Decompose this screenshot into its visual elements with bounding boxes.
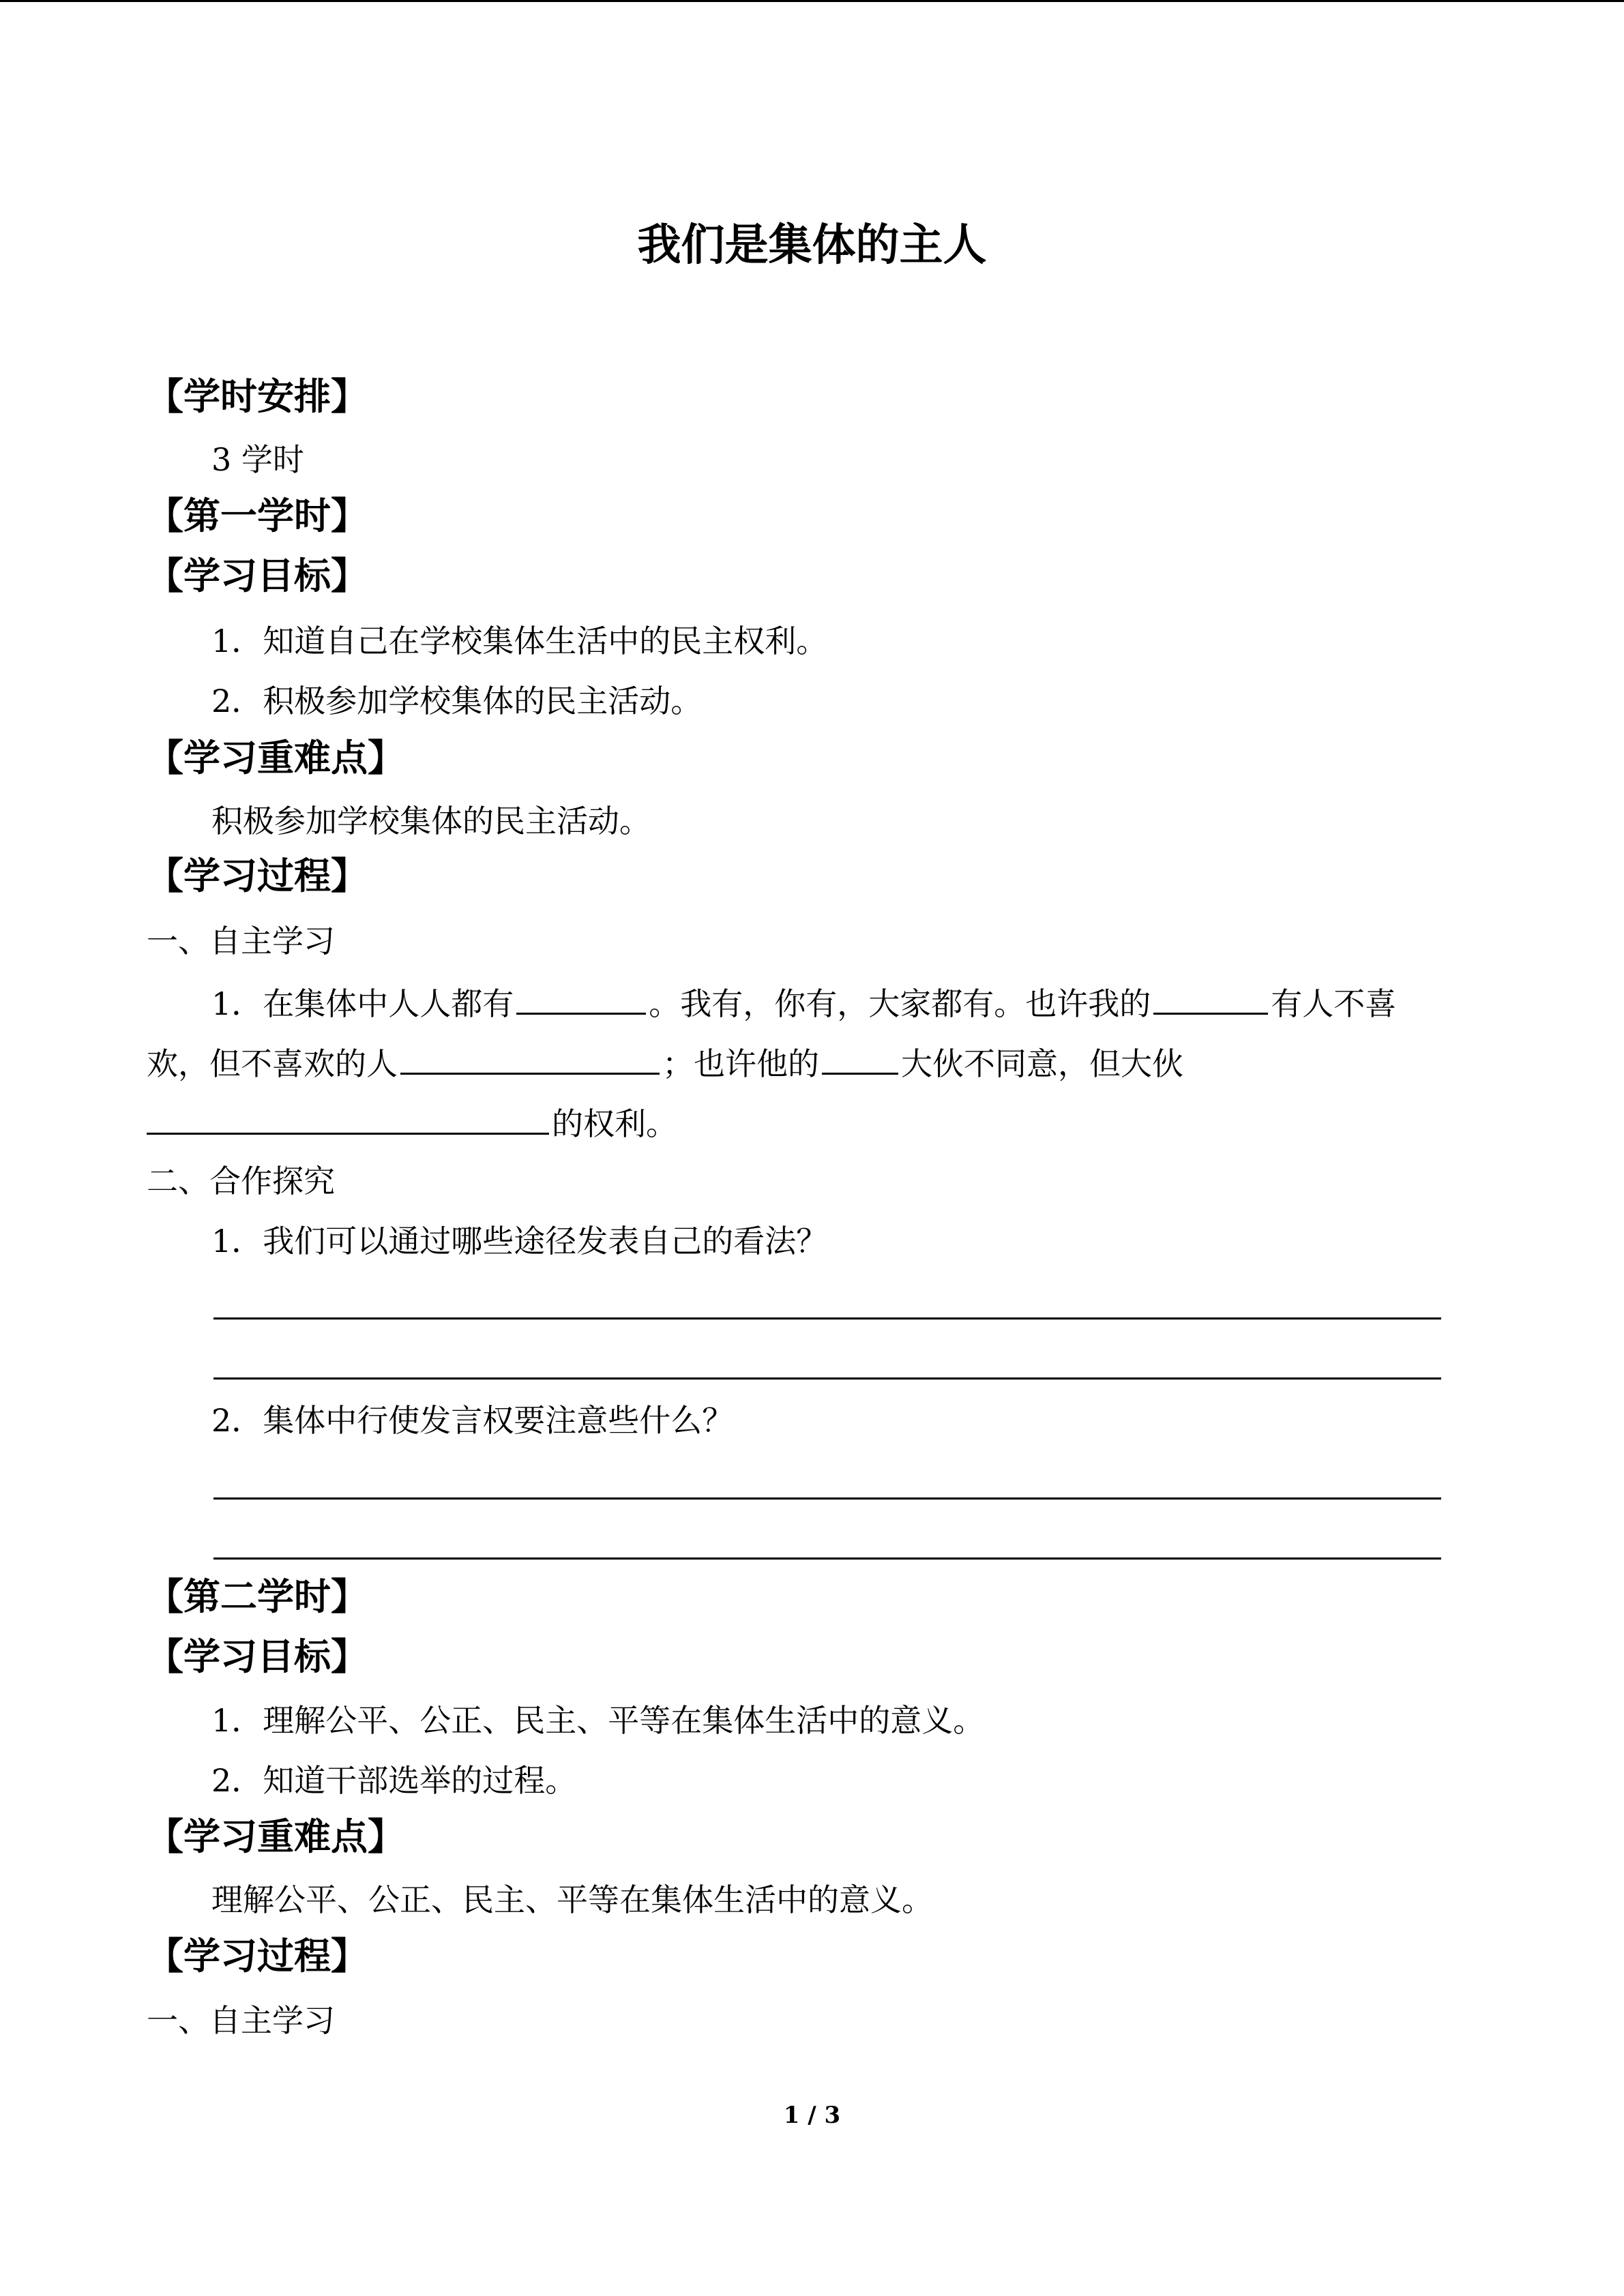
answer-line[interactable] bbox=[213, 1557, 1441, 1560]
fill-text-4: 欢，但不喜欢的人 bbox=[147, 1045, 398, 1082]
lesson1-goal-2: 2．积极参加学校集体的民主活动。 bbox=[211, 683, 703, 719]
schedule-value: 3 学时 bbox=[211, 441, 304, 478]
page-number: 1 / 3 bbox=[783, 2102, 841, 2129]
answer-line[interactable] bbox=[213, 1377, 1441, 1380]
question-2: 2．集体中行使发言权要注意些什么？ bbox=[211, 1402, 734, 1439]
fill-blank-3[interactable] bbox=[400, 1045, 660, 1075]
fill-text-1: 1．在集体中人人都有 bbox=[211, 985, 514, 1022]
lesson2-heading: 【第二学时】 bbox=[147, 1575, 368, 1618]
lesson1-key-text: 积极参加学校集体的民主活动。 bbox=[211, 803, 651, 839]
lesson2-key-text: 理解公平、公正、民主、平等在集体生活中的意义。 bbox=[211, 1881, 933, 1918]
lesson1-key-heading: 【学习重难点】 bbox=[147, 736, 404, 779]
lesson1-goal-1: 1．知道自己在学校集体生活中的民主权利。 bbox=[211, 623, 828, 659]
answer-line[interactable] bbox=[213, 1497, 1441, 1500]
lesson2-goals-heading: 【学习目标】 bbox=[147, 1635, 368, 1678]
lesson1-goals-heading: 【学习目标】 bbox=[147, 554, 368, 597]
fill-text-2: 。我有，你有，大家都有。也许我的 bbox=[649, 985, 1151, 1022]
schedule-heading: 【学时安排】 bbox=[147, 375, 368, 418]
lesson1-process-heading: 【学习过程】 bbox=[147, 854, 368, 897]
answer-line[interactable] bbox=[213, 1317, 1441, 1320]
question-1: 1．我们可以通过哪些途径发表自己的看法？ bbox=[211, 1223, 828, 1259]
fill-line-2 bbox=[147, 1045, 1183, 1082]
lesson1-part1-label: 一、自主学习 bbox=[147, 923, 335, 959]
fill-line-1 bbox=[211, 985, 1397, 1022]
lesson2-process-heading: 【学习过程】 bbox=[147, 1935, 368, 1978]
top-border bbox=[0, 0, 1624, 2]
lesson2-part1-label: 一、自主学习 bbox=[147, 2002, 335, 2039]
lesson2-goal-2: 2．知道干部选举的过程。 bbox=[211, 1762, 577, 1799]
lesson1-part2-label: 二、合作探究 bbox=[147, 1163, 335, 1199]
lesson1-heading: 【第一学时】 bbox=[147, 494, 368, 537]
fill-line-3 bbox=[147, 1105, 677, 1142]
fill-blank-2[interactable] bbox=[1153, 985, 1268, 1015]
fill-text-5: ；也许他的 bbox=[662, 1045, 819, 1082]
page-title: 我们是集体的主人 bbox=[637, 220, 987, 271]
lesson2-key-heading: 【学习重难点】 bbox=[147, 1815, 404, 1858]
fill-blank-4[interactable] bbox=[822, 1045, 898, 1075]
fill-text-3: 有人不喜 bbox=[1271, 985, 1397, 1022]
fill-blank-1[interactable] bbox=[516, 985, 646, 1015]
lesson2-goal-1: 1．理解公平、公正、民主、平等在集体生活中的意义。 bbox=[211, 1702, 985, 1739]
fill-text-6: 大伙不同意，但大伙 bbox=[901, 1045, 1183, 1082]
fill-blank-5[interactable] bbox=[147, 1105, 549, 1135]
fill-text-7: 的权利。 bbox=[552, 1105, 677, 1142]
